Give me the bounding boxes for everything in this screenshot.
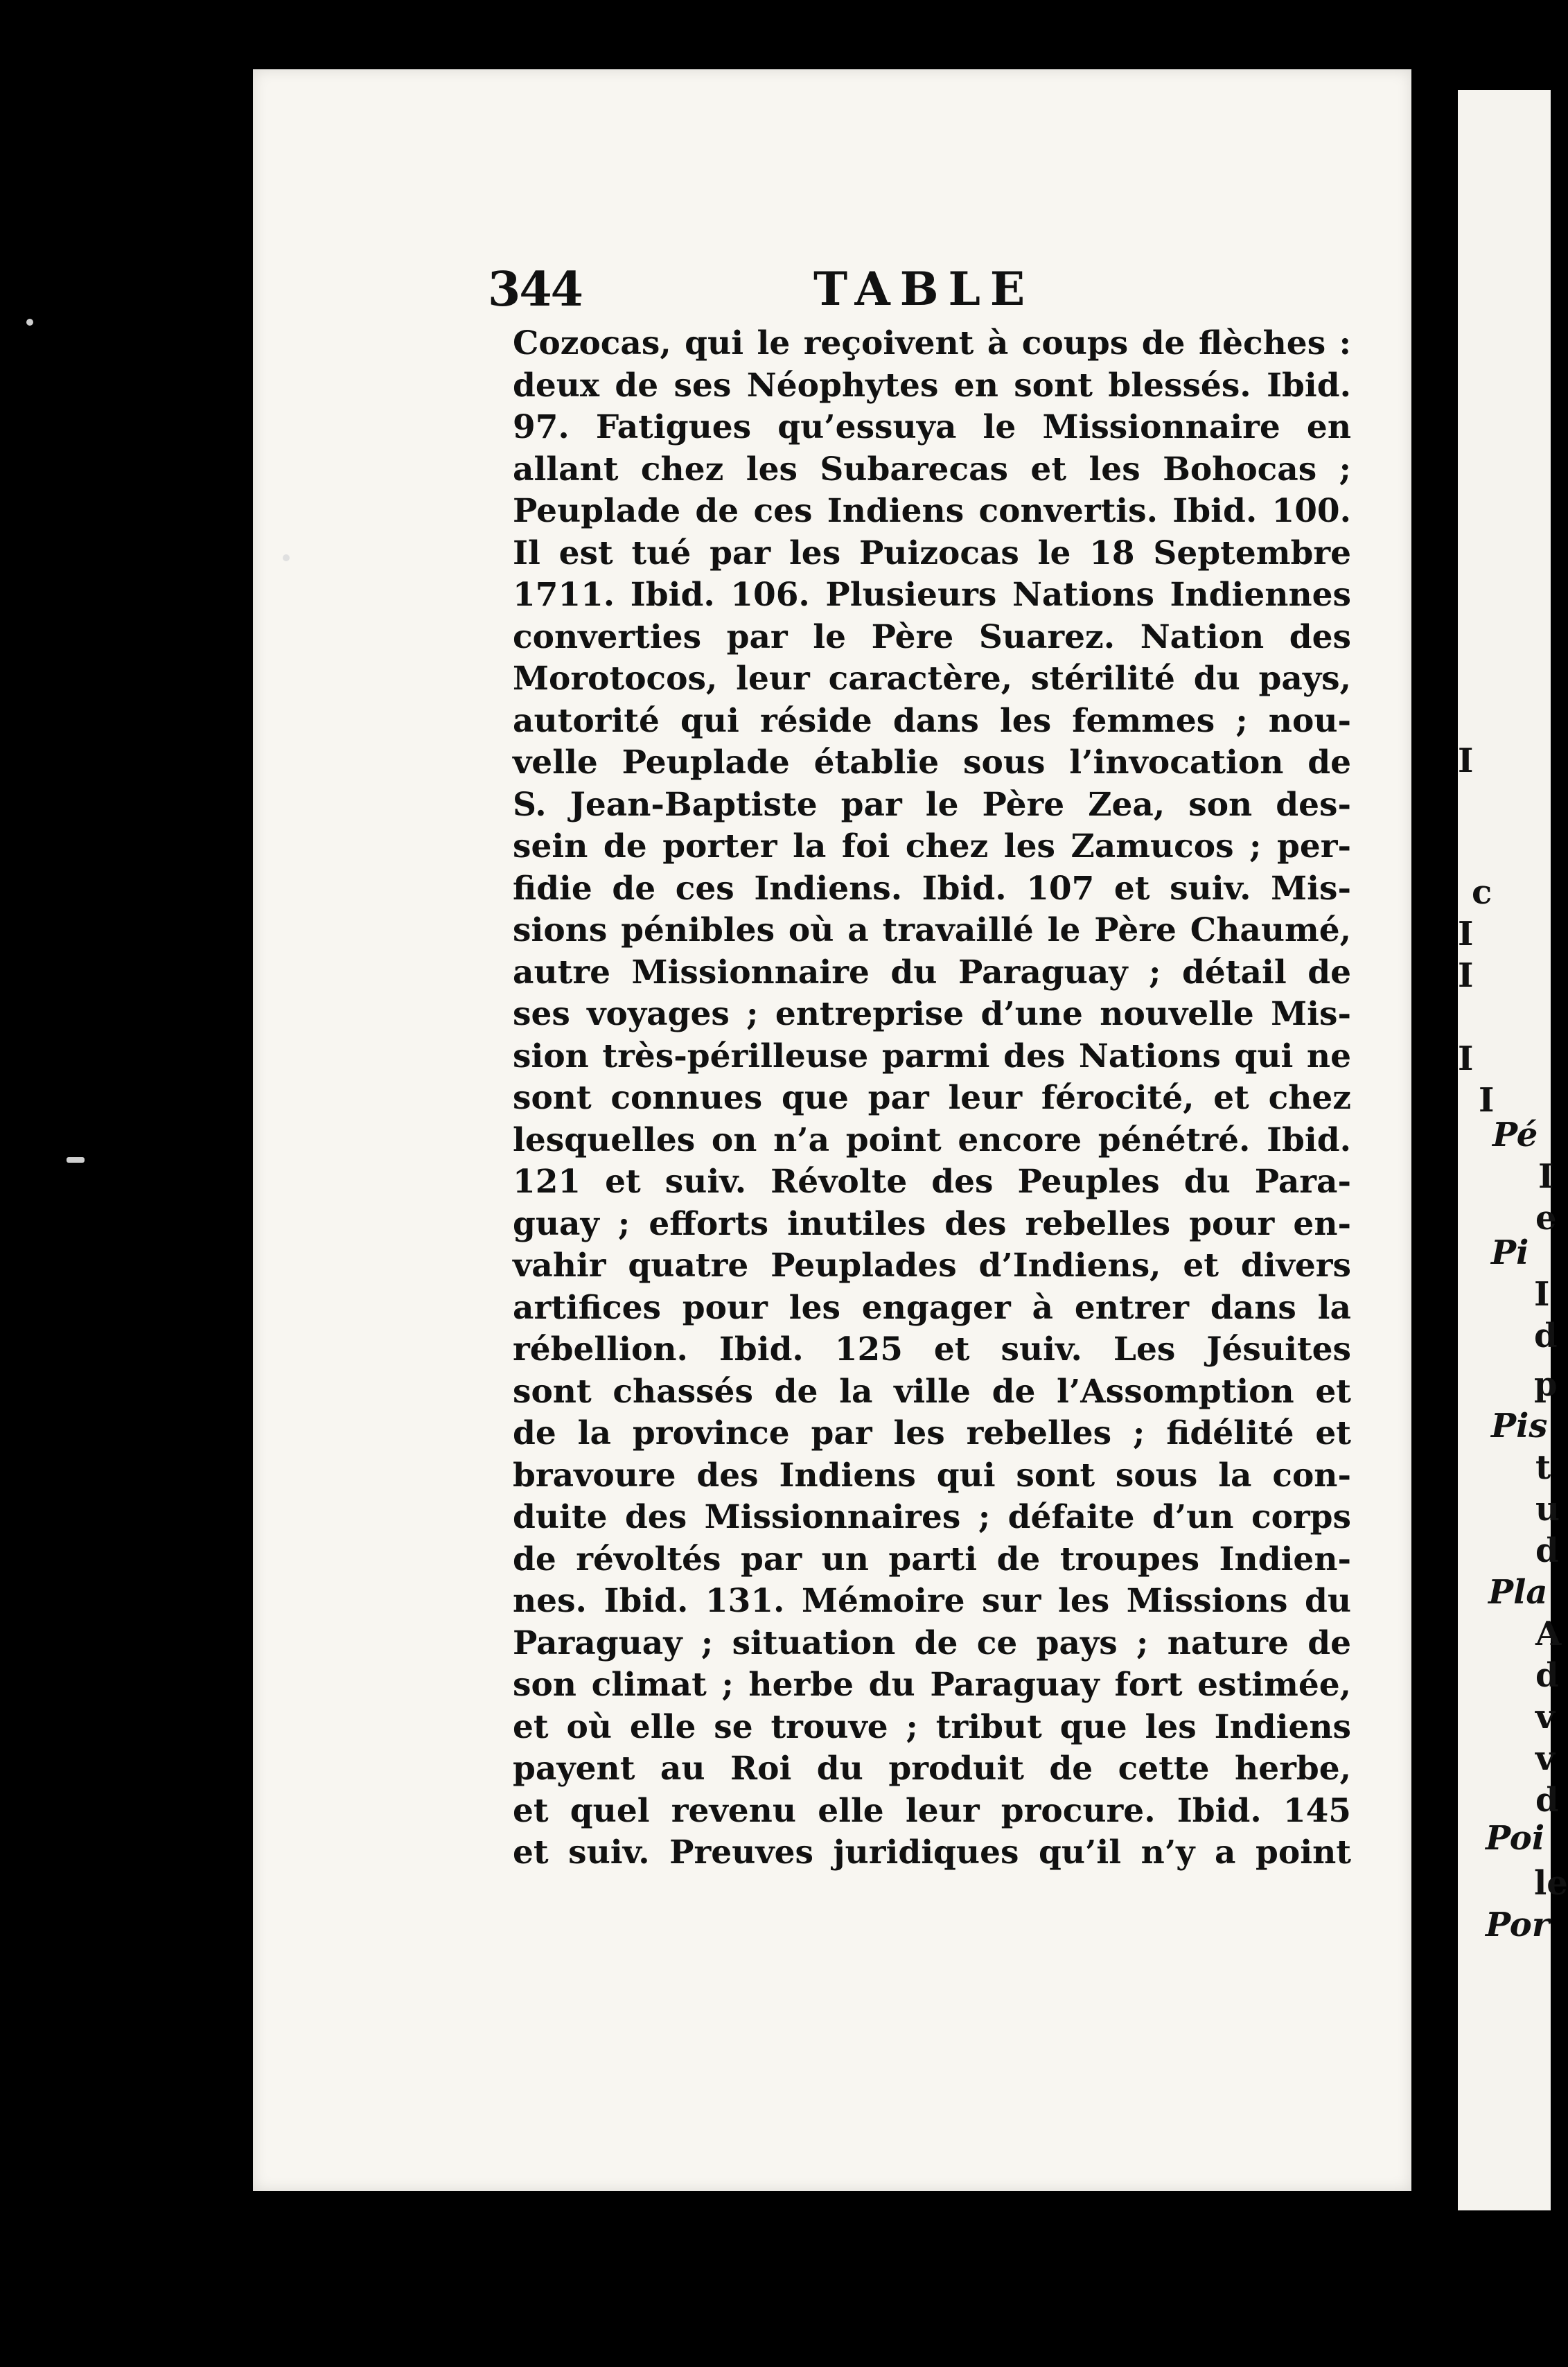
text-line: velle Peuplade établie sous l’invocation de (513, 743, 1351, 782)
text-line: 121 et suiv. Révolte des Peuples du Para- (513, 1163, 1351, 1201)
facing-fragment: Pla (1488, 1573, 1548, 1612)
text-line: nes. Ibid. 131. Mémoire sur les Missions du (513, 1582, 1351, 1620)
text-line: et quel revenu elle leur procure. Ibid. 145 (513, 1791, 1351, 1830)
facing-fragment: I (1458, 956, 1474, 995)
facing-fragment: e (1535, 1199, 1557, 1238)
facing-fragment: I (1458, 1039, 1474, 1078)
text-line: duite des Missionnaires ; défaite d’un corps (513, 1498, 1351, 1536)
text-line: rébellion. Ibid. 125 et suiv. Les Jésuites (513, 1330, 1351, 1369)
margin-speck (67, 1157, 85, 1163)
facing-fragment: I (1458, 915, 1474, 953)
facing-fragment: t (1535, 1448, 1551, 1487)
facing-fragment: Por (1486, 1906, 1550, 1944)
facing-fragment: v (1535, 1698, 1555, 1736)
text-line: sein de porter la foi chez les Zamucos ; per- (513, 827, 1351, 865)
text-line: son climat ; herbe du Paraguay fort estimée, (513, 1666, 1351, 1704)
facing-fragment: d (1535, 1781, 1559, 1820)
facing-fragment: Pé (1492, 1116, 1538, 1154)
text-line: fidie de ces Indiens. Ibid. 107 et suiv. Mis- (513, 869, 1351, 908)
text-line: sont connues que par leur férocité, et chez (513, 1079, 1351, 1117)
text-line: Peuplade de ces Indiens convertis. Ibid. 100. (513, 492, 1351, 530)
facing-fragment: u (1535, 1490, 1560, 1529)
text-line: de révoltés par un parti de troupes Indien- (513, 1540, 1351, 1578)
text-line: Paraguay ; situation de ce pays ; nature de (513, 1624, 1351, 1662)
facing-fragment: d (1534, 1317, 1558, 1355)
text-line: Il est tué par les Puizocas le 18 Septembre (513, 534, 1351, 572)
text-line: Morotocos, leur caractère, stérilité du pays, (513, 660, 1351, 698)
facing-fragment: I (1458, 741, 1474, 780)
text-line: S. Jean-Baptiste par le Père Zea, son des- (513, 785, 1351, 824)
running-head: TABLE (813, 262, 1035, 316)
text-line: 97. Fatigues qu’essuya le Missionnaire en (513, 408, 1351, 446)
text-line: vahir quatre Peuplades d’Indiens, et divers (513, 1247, 1351, 1285)
facing-fragment: Pi (1491, 1233, 1529, 1272)
text-line: sion très-périlleuse parmi des Nations qui ne (513, 1037, 1351, 1075)
facing-page-text-fragments (1458, 443, 1568, 2037)
text-line: converties par le Père Suarez. Nation des (513, 617, 1351, 656)
facing-fragment: d (1535, 1656, 1559, 1695)
text-line: sions pénibles où a travaillé le Père Chaumé, (513, 911, 1351, 949)
text-line: deux de ses Néophytes en sont blessés. Ibid. (513, 366, 1351, 405)
page-header (488, 262, 1084, 331)
text-line: autorité qui réside dans les femmes ; nou- (513, 701, 1351, 740)
text-line: payent au Roi du produit de cette herbe, (513, 1750, 1351, 1788)
facing-fragment: d (1535, 1531, 1559, 1570)
margin-speck (283, 554, 290, 561)
facing-fragment: A (1535, 1614, 1562, 1653)
text-line: autre Missionnaire du Paraguay ; détail de (513, 953, 1351, 992)
margin-speck (26, 319, 33, 326)
text-line: bravoure des Indiens qui sont sous la con- (513, 1456, 1351, 1495)
facing-fragment: Pis (1491, 1407, 1548, 1445)
facing-fragment: I (1538, 1157, 1554, 1196)
text-line: artifices pour les engager à entrer dans la (513, 1288, 1351, 1327)
facing-fragment: I (1534, 1275, 1550, 1314)
facing-fragment: le (1534, 1864, 1568, 1903)
page-number: 344 (488, 262, 582, 317)
text-line: allant chez les Subarecas et les Bohocas ; (513, 450, 1351, 489)
text-line: lesquelles on n’a point encore pénétré. Ibid. (513, 1120, 1351, 1159)
facing-fragment: v (1535, 1739, 1555, 1778)
text-line: et suiv. Preuves juridiques qu’il n’y a point (513, 1833, 1351, 1872)
facing-fragment: c (1472, 873, 1492, 912)
text-line: et où elle se trouve ; tribut que les Indiens (513, 1707, 1351, 1746)
text-line: guay ; efforts inutiles des rebelles pour en- (513, 1204, 1351, 1243)
text-line: Cozocas, qui le reçoivent à coups de flèches : (513, 324, 1351, 362)
index-entry-text (513, 323, 1351, 1874)
text-line: de la province par les rebelles ; fidélité et (513, 1414, 1351, 1452)
facing-fragment: p (1534, 1365, 1558, 1404)
text-line: sont chassés de la ville de l’Assomption et (513, 1372, 1351, 1411)
text-line: ses voyages ; entreprise d’une nouvelle Mis- (513, 995, 1351, 1033)
facing-fragment: Poi (1486, 1819, 1545, 1858)
text-line: 1711. Ibid. 106. Plusieurs Nations Indiennes (513, 576, 1351, 614)
facing-fragment: I (1479, 1081, 1495, 1120)
